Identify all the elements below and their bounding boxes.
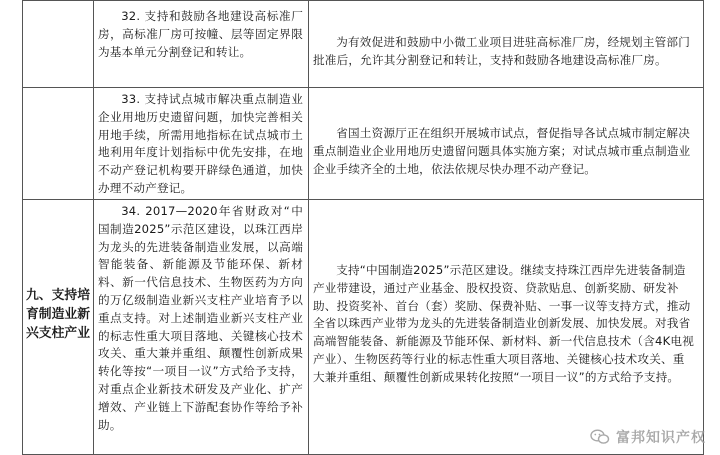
table-row-33-measure: 33. 支持试点城市解决重点制造业企业用地历史遗留问题，加快完善相关用地手续，所需用地指标在试点城市土地利用年度计划指标中优先安排，在地不动产登记机构要开辟绿色通道，加快办理不动产登记。: [98, 92, 303, 195]
table-row-34-measure: 34. 2017—2020年省财政对“中国制造2025”示范区建设，以珠江西岸为龙头的先进装备制造业发展，以高端智能装备、新能源及节能环保、新材料、新一代信息技术、生物医药为方向的万亿级制造业新兴支柱产业培育予以重点支持。对上述制造业新兴支柱产业的标志性重大项目落地、关键核心技术攻关、重大兼并重组、颠覆性创新成果转化等按“一项目一议”方式给予支持，对重点企业新技术研发及产业化、扩产增效、产业链上下游配套协作等给予补助。: [98, 204, 303, 432]
row-divider-2: [22, 199, 703, 200]
table-row-32-explanation: 为有效促进和鼓励中小微工业项目进驻高标准厂房，经规划主管部门批准后，允许其分割登记和转让，支持和鼓励各地建设高标准厂房。: [313, 35, 691, 67]
row-divider-1: [22, 87, 703, 88]
table-row-33-explanation: 省国土资源厅正在组织开展城市试点，督促指导各试点城市制定解决重点制造业企业用地历史遗留问题具体实施方案；对试点城市重点制造业企业手续齐全的土地，依法依规尽快办理不动产登记。: [313, 126, 691, 176]
table-row-32-measure: 32. 支持和鼓励各地建设高标准厂房，高标准厂房可按幢、层等固定界限为基本单元分割登记和转让。: [98, 9, 303, 59]
category-label: 九、支持培育制造业新兴支柱产业: [26, 288, 90, 341]
row-divider-top: [22, 0, 703, 1]
watermark-text: 富邦知识产权: [616, 430, 706, 446]
wechat-icon: [590, 429, 610, 445]
table-row-34-explanation: 支持“中国制造2025”示范区建设。继续支持珠江西岸先进装备制造产业带建设，通过产业基金、股权投资、贷款贴息、创新奖励、研发补助、投资奖补、首台（套）奖励、保费补贴、一事一议等支持方式，推动全省以珠西产业带为龙头的先进装备制造业创新发展、加快发展。对我省高端智能装备、新能源及节能环保、新材料、新一代信息技术（含4K电视产业）、生物医药等行业的标志性重大项目落地、关键核心技术攻关、重大兼并重组、颠覆性创新成果转化按照“一项目一议”的方式给予支持。: [313, 263, 694, 384]
column-divider-1: [93, 0, 94, 455]
watermark: [590, 427, 706, 447]
column-divider-2: [308, 0, 309, 455]
